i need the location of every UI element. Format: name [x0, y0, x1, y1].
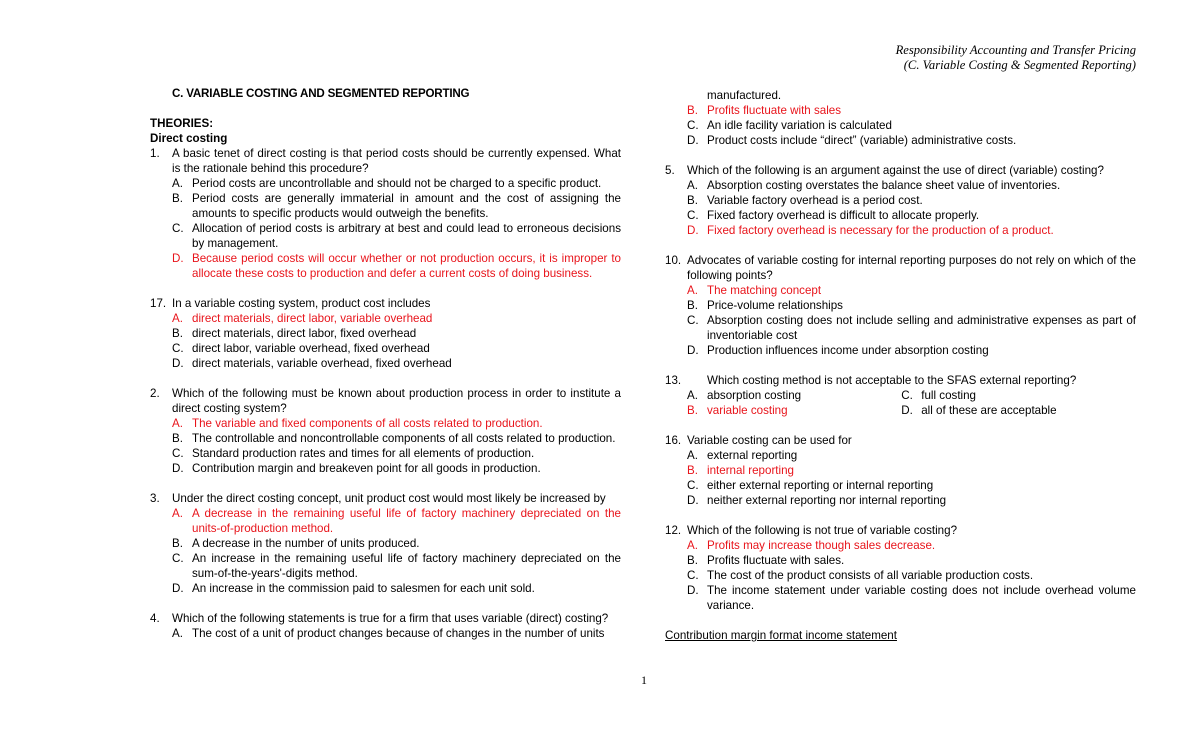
option-letter: B.	[687, 299, 698, 312]
left-column	[150, 86, 621, 641]
option-letter: A.	[687, 449, 698, 462]
option-letter: B.	[172, 192, 183, 205]
option-text: Absorption costing does not include selling and administrative expenses as part of inventoriable cost	[707, 314, 1136, 342]
option-correct	[150, 416, 621, 431]
option-text: An increase in the remaining useful life of factory machinery depreciated on the sum-of-the-years'-digits method.	[192, 552, 621, 580]
option-text: full costing	[921, 389, 977, 402]
option-letter: D.	[172, 462, 184, 475]
option-text: direct materials, variable overhead, fixed overhead	[192, 357, 452, 370]
option-text: all of these are acceptable	[921, 404, 1057, 417]
question-number: 12.	[665, 524, 682, 537]
page-title: C. VARIABLE COSTING AND SEGMENTED REPORTING	[172, 87, 470, 100]
question-10	[665, 253, 1136, 283]
question-number: 17.	[150, 297, 167, 310]
option-correct	[665, 403, 901, 418]
option-text: manufactured.	[707, 89, 782, 102]
question-1	[150, 146, 621, 176]
option-correct	[665, 538, 1136, 553]
question-text: A basic tenet of direct costing is that period costs should be currently expensed. What is the rationale behind this procedure?	[172, 147, 621, 175]
option-text: Allocation of period costs is arbitrary at best and could lead to erroneous decisions by management.	[192, 222, 621, 250]
option	[665, 193, 1136, 208]
option	[665, 568, 1136, 583]
option	[665, 553, 1136, 568]
option	[665, 208, 1136, 223]
option-letter: C.	[687, 569, 699, 582]
option-text: The income statement under variable costing does not include overhead volume variance.	[707, 584, 1136, 612]
option-text: The variable and fixed components of all costs related to production.	[192, 417, 543, 430]
question-number: 13.	[665, 374, 682, 387]
option-letter: D.	[172, 357, 184, 370]
option-text: variable costing	[707, 404, 788, 417]
option	[150, 461, 621, 476]
header-line-1: Responsibility Accounting and Transfer Pricing	[895, 43, 1136, 57]
option-letter: D.	[687, 134, 699, 147]
question-text: Variable costing can be used for	[687, 434, 852, 447]
question-text: Which of the following statements is true for a firm that uses variable (direct) costing?	[172, 612, 609, 625]
option-letter: D.	[172, 252, 184, 265]
question-text: Which costing method is not acceptable to the SFAS external reporting?	[707, 374, 1077, 387]
option	[150, 551, 621, 581]
option-text: either external reporting or internal reporting	[707, 479, 934, 492]
option-row	[665, 388, 1136, 403]
option-correct	[665, 103, 1136, 118]
option-correct	[665, 283, 1136, 298]
option-correct	[665, 223, 1136, 238]
option-letter: A.	[172, 507, 183, 520]
option-letter: D.	[687, 584, 699, 597]
question-number: 1.	[150, 147, 160, 160]
option	[150, 191, 621, 221]
option-letter: B.	[172, 537, 183, 550]
right-column	[665, 88, 1136, 643]
option-correct	[150, 251, 621, 281]
option	[665, 118, 1136, 133]
option-letter: A.	[687, 389, 698, 402]
option	[665, 133, 1136, 148]
page-number: 1	[641, 673, 647, 687]
option-letter: C.	[687, 314, 699, 327]
option	[665, 178, 1136, 193]
option-letter: C.	[172, 447, 184, 460]
option-letter: B.	[687, 194, 698, 207]
option	[901, 388, 1136, 403]
option-text: Period costs are generally immaterial in amount and the cost of assigning the amounts to specific products would outweigh the benefits.	[192, 192, 621, 220]
option-text: The cost of the product consists of all variable production costs.	[707, 569, 1034, 582]
option-letter: C.	[687, 119, 699, 132]
option-text: Profits may increase though sales decrease.	[707, 539, 936, 552]
option-row	[665, 403, 1136, 418]
question-number: 5.	[665, 164, 675, 177]
option-text: direct materials, direct labor, fixed overhead	[192, 327, 417, 340]
option-letter: C.	[172, 342, 184, 355]
question-text: Which of the following is an argument against the use of direct (variable) costing?	[687, 164, 1104, 177]
question-4	[150, 611, 621, 626]
option-letter: A.	[687, 539, 698, 552]
option-text: The matching concept	[707, 284, 822, 297]
option-text: Profits fluctuate with sales.	[707, 554, 845, 567]
question-12	[665, 523, 1136, 538]
option-letter: C.	[172, 222, 184, 235]
option-text: The cost of a unit of product changes because of changes in the number of units	[192, 627, 605, 640]
option-text: An increase in the commission paid to salesmen for each unit sold.	[192, 582, 535, 595]
option	[665, 493, 1136, 508]
question-17	[150, 296, 621, 311]
header-line-2: (C. Variable Costing & Segmented Reporting)	[903, 58, 1136, 72]
option-text: A decrease in the number of units produced.	[192, 537, 420, 550]
option	[665, 343, 1136, 358]
option-letter: A.	[172, 312, 183, 325]
question-number: 4.	[150, 612, 160, 625]
question-number: 3.	[150, 492, 160, 505]
option-letter: B.	[687, 554, 698, 567]
option-text: neither external reporting nor internal reporting	[707, 494, 947, 507]
option-letter: A.	[687, 179, 698, 192]
option-text: An idle facility variation is calculated	[707, 119, 892, 132]
option-text: Absorption costing overstates the balance sheet value of inventories.	[707, 179, 1061, 192]
option-text: Contribution margin and breakeven point for all goods in production.	[192, 462, 541, 475]
option-letter: B.	[687, 404, 698, 417]
option-text: absorption costing	[707, 389, 802, 402]
question-5	[665, 163, 1136, 178]
option-text: Period costs are uncontrollable and should not be charged to a specific product.	[192, 177, 602, 190]
option-letter: C.	[901, 389, 913, 402]
running-header	[896, 43, 1136, 73]
option	[150, 446, 621, 461]
question-number: 2.	[150, 387, 160, 400]
option-text: Variable factory overhead is a period cost.	[707, 194, 923, 207]
option	[665, 298, 1136, 313]
option-correct	[150, 311, 621, 326]
option-letter: A.	[687, 284, 698, 297]
option-text: internal reporting	[707, 464, 795, 477]
section-heading: Direct costing	[150, 132, 228, 145]
option-text: Standard production rates and times for all elements of production.	[192, 447, 535, 460]
question-number: 10.	[665, 254, 682, 267]
option-letter: C.	[172, 552, 184, 565]
question-text: Which of the following is not true of variable costing?	[687, 524, 958, 537]
option-text: Because period costs will occur whether or not production occurs, it is improper to allocate these costs to production and defer a current costs of doing business.	[192, 252, 621, 280]
option-text: The controllable and noncontrollable components of all costs related to production.	[192, 432, 616, 445]
option-correct	[665, 463, 1136, 478]
option	[150, 326, 621, 341]
option-letter: B.	[687, 464, 698, 477]
option-letter: D.	[687, 224, 699, 237]
option-continued	[665, 88, 1136, 103]
question-text: In a variable costing system, product cost includes	[172, 297, 431, 310]
question-text: Under the direct costing concept, unit product cost would most likely be increased by	[172, 492, 606, 505]
option	[665, 478, 1136, 493]
option-letter: A.	[172, 417, 183, 430]
option	[150, 626, 621, 641]
option-text: Product costs include “direct” (variable) administrative costs.	[707, 134, 1017, 147]
option	[665, 388, 901, 403]
question-text: Advocates of variable costing for internal reporting purposes do not rely on which of the following points?	[687, 254, 1136, 282]
option-letter: C.	[687, 479, 699, 492]
option-text: direct labor, variable overhead, fixed overhead	[192, 342, 430, 355]
question-2	[150, 386, 621, 416]
option-letter: D.	[172, 582, 184, 595]
option-correct	[150, 506, 621, 536]
option	[150, 431, 621, 446]
option-letter: D.	[901, 404, 913, 417]
option-text: Profits fluctuate with sales	[707, 104, 842, 117]
option-text: A decrease in the remaining useful life of factory machinery depreciated on the units-of-production method.	[192, 507, 621, 535]
option-text: Fixed factory overhead is difficult to allocate properly.	[707, 209, 980, 222]
option-letter: B.	[172, 432, 183, 445]
option	[150, 356, 621, 371]
option	[150, 176, 621, 191]
option-letter: A.	[172, 627, 183, 640]
option-text: direct materials, direct labor, variable overhead	[192, 312, 433, 325]
option-text: external reporting	[707, 449, 798, 462]
question-number: 16.	[665, 434, 682, 447]
option-letter: B.	[172, 327, 183, 340]
section-heading-contribution-margin: Contribution margin format income statement	[665, 629, 897, 642]
question-text: Which of the following must be known about production process in order to institute a direct costing system?	[172, 387, 621, 415]
option-letter: C.	[687, 209, 699, 222]
option	[150, 536, 621, 551]
option	[665, 448, 1136, 463]
option	[150, 221, 621, 251]
question-3	[150, 491, 621, 506]
option-letter: B.	[687, 104, 698, 117]
option	[150, 581, 621, 596]
question-13	[665, 373, 1136, 388]
option-text: Production influences income under absorption costing	[707, 344, 989, 357]
option-letter: A.	[172, 177, 183, 190]
option-letter: D.	[687, 494, 699, 507]
option	[665, 583, 1136, 613]
option-letter: D.	[687, 344, 699, 357]
question-16	[665, 433, 1136, 448]
option	[901, 403, 1136, 418]
option	[150, 341, 621, 356]
option	[665, 313, 1136, 343]
theories-heading: THEORIES:	[150, 117, 214, 130]
option-text: Price-volume relationships	[707, 299, 843, 312]
option-text: Fixed factory overhead is necessary for the production of a product.	[707, 224, 1054, 237]
